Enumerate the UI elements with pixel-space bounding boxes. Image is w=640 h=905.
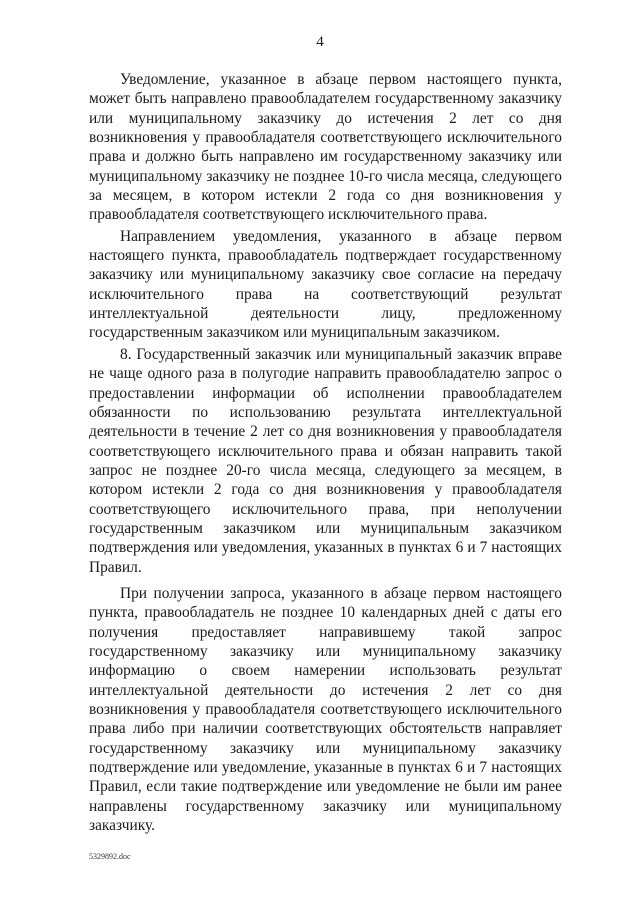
paragraph-item-8-request: 8. Государственный заказчик или муниципальный заказчик вправе не чаще одного раза в полугодие направить правообладателю запрос о предоставлении информации об исполнении правообладателем обязанности по использованию результата интеллектуальной деятельности в течение 2 лет со дня возникновения у правообладателя соответствующего исключительного права и обязан направить такой запрос не позднее 20-го числа месяца, следующего за месяцем, в котором истекли 2 года со дня возникновения у правообладателя соответствующего исключительного права, при неполучении государственным заказчиком или муниципальным заказчиком подтверждения или уведомления, указанных в пунктах 6 и 7 настоящих Правил. — [89, 345, 562, 576]
page-number: 4 — [316, 34, 324, 50]
footer-file-name: 5329892.doc — [89, 852, 131, 861]
paragraph-notice-consent: Направлением уведомления, указанного в абзаце первом настоящего пункта, правообладатель подтверждает государственному заказчику или муниципальному заказчику свое согласие на передачу исключительного права на соответствующий результат интеллектуальной деятельности лицу, предложенному государственным заказчиком или муниципальным заказчиком. — [89, 227, 562, 342]
paragraph-notice-timing: Уведомление, указанное в абзаце первом настоящего пункта, может быть направлено правообладателем государственному заказчику или муниципальному заказчику до истечения 2 лет со дня возникновения у правообладателя соответствующего исключительного права и должно быть направлено им государственному заказчику или муниципальному заказчику не позднее 10-го числа месяца, следующего за месяцем, в котором истекли 2 года со дня возникновения у правообладателя соответствующего исключительного права. — [89, 71, 562, 224]
document-body — [89, 70, 562, 835]
paragraph-request-response: При получении запроса, указанного в абзаце первом настоящего пункта, правообладатель не позднее 10 календарных дней с даты его получения предоставляет направившему такой запрос государственному заказчику или муниципальному заказчику информацию о своем намерении использовать результат интеллектуальной деятельности до истечения 2 лет со дня возникновения у правообладателя соответствующего исключительного права либо при наличии соответствующих обстоятельств направляет государственному заказчику или муниципальному заказчику подтверждение или уведомление, указанные в пунктах 6 и 7 настоящих Правил, если такие подтверждение или уведомление не были им ранее направлены государственному заказчику или муниципальному заказчику. — [89, 584, 562, 835]
